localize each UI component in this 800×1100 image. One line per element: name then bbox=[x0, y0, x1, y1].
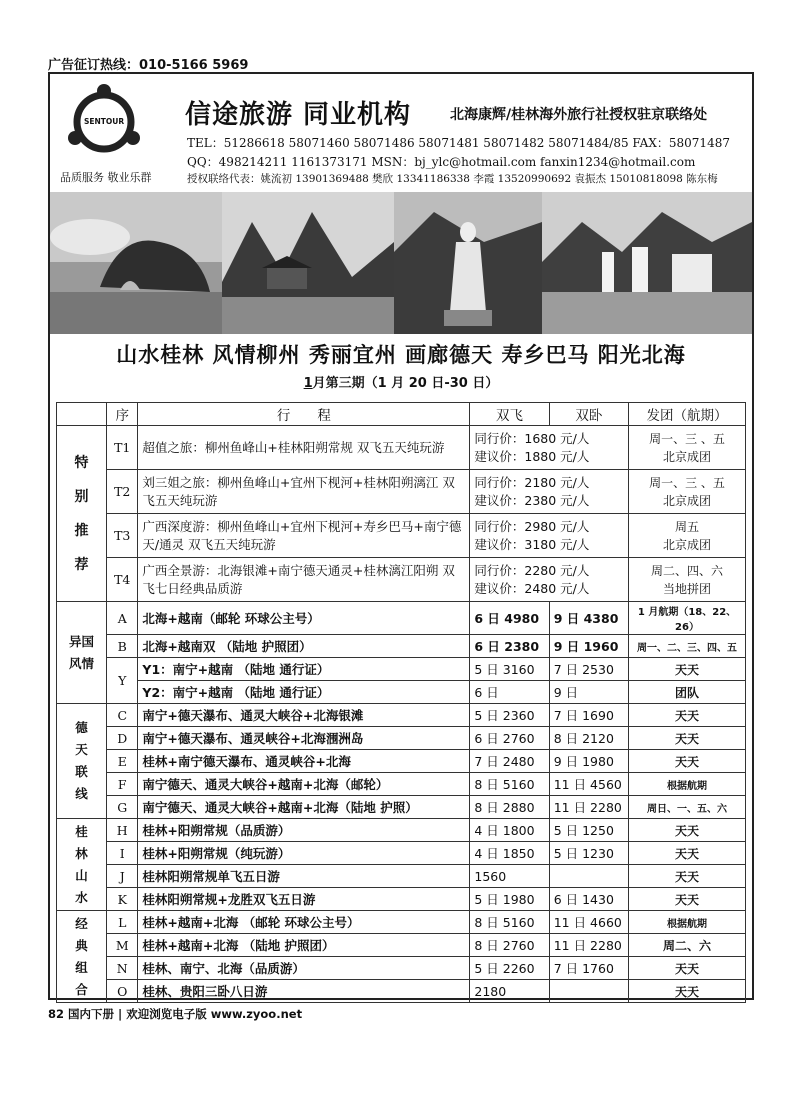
route-code: F bbox=[107, 773, 138, 796]
route-sleeper: 7 日 1690 bbox=[549, 704, 628, 727]
table-row bbox=[57, 514, 746, 558]
ad-hotline: 广告征订热线：010-5166 5969 bbox=[48, 58, 249, 73]
table-row bbox=[57, 819, 746, 842]
route-name: 桂林+越南+北海 （邮轮 环球公主号） bbox=[138, 911, 470, 934]
route-price: 同行价：2180 元/人 建议价：2380 元/人 bbox=[470, 470, 629, 514]
route-depart: 1 月航期（18、22、26） bbox=[629, 602, 746, 635]
route-code: O bbox=[107, 980, 138, 1003]
route-name: 南宁德天、通灵大峡谷+越南+北海（陆地 护照） bbox=[138, 796, 470, 819]
route-depart: 天天 bbox=[629, 980, 746, 1003]
route-sleeper: 11 日 4560 bbox=[549, 773, 628, 796]
contact-reps: 授权联络代表：姚流初 13901369488 樊欣 13341186338 李霞 13520990692 袁振杰 15010818098 陈东梅 bbox=[187, 173, 718, 185]
route-name: 北海+越南双 （陆地 护照团） bbox=[138, 635, 470, 658]
route-fly: 8 日 5160 bbox=[470, 773, 549, 796]
route-sleeper: 7 日 1760 bbox=[549, 957, 628, 980]
route-fly: 6 日 2760 bbox=[470, 727, 549, 750]
route-code: M bbox=[107, 934, 138, 957]
route-code: I bbox=[107, 842, 138, 865]
table-row bbox=[57, 842, 746, 865]
route-name: 广西全景游：北海银滩+南宁德天通灵+桂林漓江阳朔 双飞七日经典品质游 bbox=[138, 558, 470, 602]
table-row bbox=[57, 426, 746, 470]
table-row bbox=[57, 558, 746, 602]
route-code: T4 bbox=[107, 558, 138, 602]
route-code: Y bbox=[107, 658, 138, 704]
route-name: 刘三姐之旅：柳州鱼峰山+宜州下枧河+桂林阳朔漓江 双飞五天纯玩游 bbox=[138, 470, 470, 514]
route-depart: 天天 bbox=[629, 842, 746, 865]
table-row bbox=[57, 888, 746, 911]
route-depart: 天天 bbox=[629, 750, 746, 773]
table-row bbox=[57, 470, 746, 514]
category-guilin: 桂 林 山 水 bbox=[57, 819, 107, 911]
route-depart: 天天 bbox=[629, 704, 746, 727]
route-code: H bbox=[107, 819, 138, 842]
issue-period bbox=[50, 372, 752, 391]
route-depart: 天天 bbox=[629, 819, 746, 842]
logo-text: SENTOUR bbox=[84, 117, 125, 126]
route-depart: 周日、一、五、六 bbox=[629, 796, 746, 819]
route-code: K bbox=[107, 888, 138, 911]
route-fly: 6 日 bbox=[470, 681, 549, 704]
contact-online: QQ：498214211 1161373171 MSN：bj_ylc@hotmail.com fanxin1234@hotmail.com bbox=[187, 155, 696, 169]
route-fly: 5 日 3160 bbox=[470, 658, 549, 681]
category-foreign: 异国 风情 bbox=[57, 602, 107, 704]
route-name: 南宁+德天瀑布、通灵峡谷+北海涠洲岛 bbox=[138, 727, 470, 750]
route-depart: 周一、三 、五 北京成团 bbox=[629, 426, 746, 470]
route-sleeper: 9 日 1980 bbox=[549, 750, 628, 773]
table-row bbox=[57, 681, 746, 704]
route-sleeper: 9 日 4380 bbox=[549, 602, 628, 635]
table-row bbox=[57, 602, 746, 635]
slogan: 山水桂林 风情柳州 秀丽宜州 画廊德天 寿乡巴马 阳光北海 bbox=[116, 343, 686, 367]
route-fly: 4 日 1850 bbox=[470, 842, 549, 865]
route-fly: 5 日 2360 bbox=[470, 704, 549, 727]
route-depart: 周一、二、三、四、五 bbox=[629, 635, 746, 658]
table-row bbox=[57, 750, 746, 773]
route-depart: 团队 bbox=[629, 681, 746, 704]
route-code: J bbox=[107, 865, 138, 888]
brand-title: 信途旅游 同业机构 bbox=[185, 100, 412, 130]
route-depart: 天天 bbox=[629, 727, 746, 750]
table-row bbox=[57, 773, 746, 796]
route-code: T3 bbox=[107, 514, 138, 558]
route-price: 同行价：2280 元/人 建议价：2480 元/人 bbox=[470, 558, 629, 602]
route-name: 超值之旅：柳州鱼峰山+桂林阳朔常规 双飞五天纯玩游 bbox=[138, 426, 470, 470]
route-depart: 周二、四、六 当地拼团 bbox=[629, 558, 746, 602]
route-code: C bbox=[107, 704, 138, 727]
route-sleeper: 6 日 1430 bbox=[549, 888, 628, 911]
route-price: 同行价：2980 元/人 建议价：3180 元/人 bbox=[470, 514, 629, 558]
agency-name: 北海康辉/桂林海外旅行社授权驻京联络处 bbox=[450, 107, 708, 123]
route-code: E bbox=[107, 750, 138, 773]
route-sleeper: 11 日 2280 bbox=[549, 934, 628, 957]
category-classic: 经 典 组 合 bbox=[57, 911, 107, 1003]
route-depart: 周二、六 bbox=[629, 934, 746, 957]
route-depart: 周五 北京成团 bbox=[629, 514, 746, 558]
table-row bbox=[57, 658, 746, 681]
route-fly: 1560 bbox=[470, 865, 549, 888]
ad-frame bbox=[48, 72, 754, 1000]
page-footer: 82 国内下册 | 欢迎浏览电子版 www.zyoo.net bbox=[48, 1007, 303, 1021]
route-depart: 天天 bbox=[629, 888, 746, 911]
route-fly: 8 日 2880 bbox=[470, 796, 549, 819]
route-sleeper: 9 日 1960 bbox=[549, 635, 628, 658]
photo-elephant-trunk-hill bbox=[50, 192, 222, 334]
photo-strip bbox=[50, 192, 752, 334]
route-name: Y1：南宁+越南 （陆地 通行证） bbox=[138, 658, 470, 681]
table-row bbox=[57, 980, 746, 1003]
table-row bbox=[57, 704, 746, 727]
route-fly: 5 日 2260 bbox=[470, 957, 549, 980]
route-code: T1 bbox=[107, 426, 138, 470]
route-sleeper: 7 日 2530 bbox=[549, 658, 628, 681]
route-depart: 根据航期 bbox=[629, 911, 746, 934]
route-depart: 根据航期 bbox=[629, 773, 746, 796]
route-code: B bbox=[107, 635, 138, 658]
route-name: 桂林+越南+北海 （陆地 护照团） bbox=[138, 934, 470, 957]
table-row bbox=[57, 635, 746, 658]
header-sleeper: 双卧 bbox=[549, 403, 628, 426]
route-sleeper: 5 日 1230 bbox=[549, 842, 628, 865]
header-fly: 双飞 bbox=[470, 403, 549, 426]
photo-liu-sanjie-statue bbox=[394, 192, 542, 334]
route-code: L bbox=[107, 911, 138, 934]
header-category bbox=[57, 403, 107, 426]
route-name: 桂林阳朔常规单飞五日游 bbox=[138, 865, 470, 888]
route-code: G bbox=[107, 796, 138, 819]
route-name: Y2：南宁+越南 （陆地 通行证） bbox=[138, 681, 470, 704]
category-detian: 德 天 联 线 bbox=[57, 704, 107, 819]
route-name: 广西深度游：柳州鱼峰山+宜州下枧河+寿乡巴马+南宁德天/通灵 双飞五天纯玩游 bbox=[138, 514, 470, 558]
header-depart: 发团（航期） bbox=[629, 403, 746, 426]
route-fly: 8 日 2760 bbox=[470, 934, 549, 957]
category-special: 特 别 推 荐 bbox=[57, 426, 107, 602]
table-row bbox=[57, 911, 746, 934]
route-fly: 6 日 2380 bbox=[470, 635, 549, 658]
table-row bbox=[57, 934, 746, 957]
table-row bbox=[57, 865, 746, 888]
route-fly: 8 日 5160 bbox=[470, 911, 549, 934]
photo-detian-waterfall bbox=[542, 192, 752, 334]
route-name: 桂林、南宁、北海（品质游） bbox=[138, 957, 470, 980]
contact-phone: TEL：51286618 58071460 58071486 58071481 58071482 58071484/85 FAX：58071487 bbox=[187, 136, 730, 150]
route-name: 桂林、贵阳三卧八日游 bbox=[138, 980, 470, 1003]
route-fly: 2180 bbox=[470, 980, 549, 1003]
route-code: D bbox=[107, 727, 138, 750]
route-sleeper bbox=[549, 865, 628, 888]
route-depart: 天天 bbox=[629, 865, 746, 888]
route-name: 南宁+德天瀑布、通灵大峡谷+北海银滩 bbox=[138, 704, 470, 727]
table-row bbox=[57, 957, 746, 980]
route-fly: 6 日 4980 bbox=[470, 602, 549, 635]
route-sleeper: 11 日 4660 bbox=[549, 911, 628, 934]
table-row bbox=[57, 796, 746, 819]
route-name: 桂林+南宁德天瀑布、通灵峡谷+北海 bbox=[138, 750, 470, 773]
route-fly: 5 日 1980 bbox=[470, 888, 549, 911]
route-fly: 4 日 1800 bbox=[470, 819, 549, 842]
route-sleeper: 5 日 1250 bbox=[549, 819, 628, 842]
logo-tagline: 品质服务 敬业乐群 bbox=[60, 171, 152, 184]
route-code: T2 bbox=[107, 470, 138, 514]
route-depart: 天天 bbox=[629, 658, 746, 681]
route-name: 北海+越南（邮轮 环球公主号） bbox=[138, 602, 470, 635]
route-price: 同行价：1680 元/人 建议价：1880 元/人 bbox=[470, 426, 629, 470]
route-sleeper: 8 日 2120 bbox=[549, 727, 628, 750]
header-code: 序 bbox=[107, 403, 138, 426]
header-route: 行 程 bbox=[138, 403, 470, 426]
route-name: 桂林+阳朔常规（纯玩游） bbox=[138, 842, 470, 865]
route-name: 桂林阳朔常规+龙胜双飞五日游 bbox=[138, 888, 470, 911]
route-code: N bbox=[107, 957, 138, 980]
sentour-logo bbox=[64, 82, 144, 160]
route-table bbox=[56, 402, 746, 1003]
period-rest: 月第三期（1 月 20 日-30 日） bbox=[312, 376, 499, 391]
route-sleeper: 11 日 2280 bbox=[549, 796, 628, 819]
table-row bbox=[57, 727, 746, 750]
route-sleeper: 9 日 bbox=[549, 681, 628, 704]
route-sleeper bbox=[549, 980, 628, 1003]
route-name: 桂林+阳朔常规（品质游） bbox=[138, 819, 470, 842]
table-header-row bbox=[57, 403, 746, 426]
photo-pavilion-lake bbox=[222, 192, 394, 334]
route-code: A bbox=[107, 602, 138, 635]
route-depart: 天天 bbox=[629, 957, 746, 980]
route-depart: 周一、三 、五 北京成团 bbox=[629, 470, 746, 514]
route-name: 南宁德天、通灵大峡谷+越南+北海（邮轮） bbox=[138, 773, 470, 796]
route-fly: 7 日 2480 bbox=[470, 750, 549, 773]
period-month: 1 bbox=[303, 376, 313, 391]
